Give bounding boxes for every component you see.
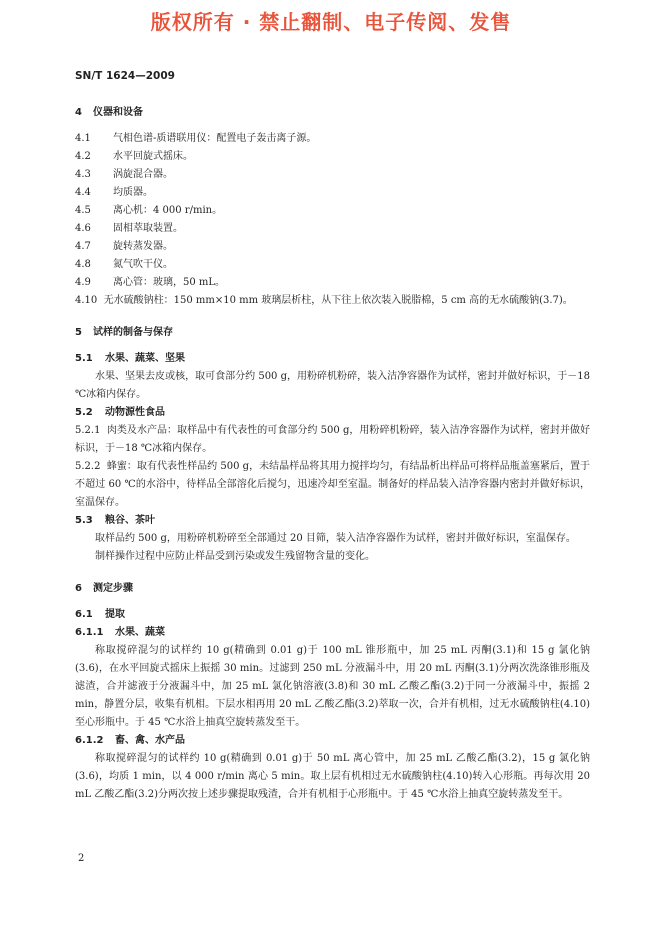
document-body — [75, 104, 590, 804]
section-5-heading — [75, 324, 590, 342]
item-number: 4.7 — [75, 241, 91, 252]
item-number: 4.3 — [75, 169, 91, 180]
paragraph: 称取搅碎混匀的试样约 10 g(精确到 0.01 g)于 50 mL 离心管中，加 25 mL 乙酸乙酯(3.2)，15 g 氯化钠(3.6)，均质 1 min，以 4 000 r/min 离心 5 min。取上层有机相过无水硫酸钠柱(4.10)转入心形瓶。再每次用 20 mL 乙酸乙酯(3.2)分两次按上述步骤提取残渣，合并有机相于心形瓶中。于 45 ℃水浴上抽真空旋转蒸发至干。 — [75, 753, 590, 800]
clause-text: 肉类及水产品：取样品中有代表性的可食部分约 500 g，用粉碎机粉碎，装入洁净容器作为试样，密封并做好标识，于－18 ℃冰箱内保存。 — [75, 425, 590, 454]
item-number: 4.4 — [75, 187, 91, 198]
item-text: 气相色谱-质谱联用仪：配置电子轰击离子源。 — [113, 133, 317, 144]
item-number: 4.8 — [75, 259, 91, 270]
subsection-heading — [75, 404, 590, 422]
item-text: 离心管：玻璃，50 mL。 — [113, 277, 226, 288]
list-item — [75, 238, 590, 256]
paragraph: 水果、坚果去皮或核，取可食部分约 500 g，用粉碎机粉碎，装入洁净容器作为试样，密封并做好标识，于－18 ℃冰箱内保存。 — [75, 371, 590, 400]
clause-heading — [75, 624, 590, 642]
paragraph — [75, 458, 590, 512]
item-text: 涡旋混合器。 — [113, 169, 173, 180]
standard-number: SN/T 1624—2009 — [75, 70, 175, 82]
subsection-number: 5.1 — [75, 353, 93, 364]
clause-number: 6.1.2 — [75, 735, 104, 746]
subsection-number: 5.2 — [75, 407, 93, 418]
item-text: 无水硫酸钠柱：150 mm×10 mm 玻璃层析柱，从下往上依次装入脱脂棉，5 cm 高的无水硫酸钠(3.7)。 — [103, 295, 573, 306]
subsection-title: 粮谷、茶叶 — [105, 515, 155, 526]
subsection-title: 水果、蔬菜、坚果 — [105, 353, 185, 364]
list-item — [75, 148, 590, 166]
section-title: 仪器和设备 — [93, 107, 143, 118]
list-item — [75, 292, 590, 310]
item-text: 水平回旋式摇床。 — [113, 151, 193, 162]
paragraph: 取样品约 500 g，用粉碎机粉碎至全部通过 20 目筛，装入洁净容器作为试样，密封并做好标识，室温保存。 — [95, 533, 576, 544]
note-paragraph: 制样操作过程中应防止样品受到污染或发生残留物含量的变化。 — [95, 551, 375, 562]
section-4-heading — [75, 104, 590, 122]
section-title: 测定步骤 — [93, 583, 133, 594]
list-item — [75, 202, 590, 220]
list-item — [75, 220, 590, 238]
section-number: 4 — [75, 107, 82, 118]
page-number: 2 — [78, 853, 85, 864]
item-number: 4.10 — [75, 295, 98, 306]
item-text: 离心机：4 000 r/min。 — [113, 205, 223, 216]
item-text: 固相萃取装置。 — [113, 223, 183, 234]
section-number: 6 — [75, 583, 82, 594]
section-number: 5 — [75, 327, 82, 338]
list-item — [75, 166, 590, 184]
subsection-heading — [75, 350, 590, 368]
subsection-heading — [75, 512, 590, 530]
subsection-number: 6.1 — [75, 609, 93, 620]
clause-number: 5.2.1 — [75, 425, 101, 436]
paragraph — [75, 422, 590, 458]
item-number: 4.6 — [75, 223, 91, 234]
subsection-title: 动物源性食品 — [105, 407, 165, 418]
item-number: 4.2 — [75, 151, 91, 162]
item-text: 均质器。 — [113, 187, 153, 198]
item-number: 4.1 — [75, 133, 91, 144]
list-item — [75, 274, 590, 292]
clause-heading — [75, 732, 590, 750]
item-text: 氮气吹干仪。 — [113, 259, 173, 270]
item-number: 4.5 — [75, 205, 91, 216]
list-item — [75, 130, 590, 148]
clause-number: 5.2.2 — [75, 461, 101, 472]
paragraph: 称取搅碎混匀的试样约 10 g(精确到 0.01 g)于 100 mL 锥形瓶中，加 25 mL 丙酮(3.1)和 15 g 氯化钠(3.6)，在水平回旋式摇床上振摇 30 min。过滤到 250 mL 分液漏斗中，用 20 mL 丙酮(3.1)分两次洗涤锥形瓶及滤渣，合并滤液于分液漏斗中，加 25 mL 氯化钠溶液(3.8)和 30 mL 乙酸乙酯(3.2)于同一分液漏斗中，振摇 2 min，静置分层，收集有机相。下层水相再用 20 mL 乙酸乙酯(3.2)萃取一次，合并有机相，过无水硫酸钠柱(4.10)至心形瓶中。于 45 ℃水浴上抽真空旋转蒸发至干。 — [75, 645, 590, 728]
copyright-banner: 版权所有 · 禁止翻制、电子传阅、发售 — [150, 10, 512, 34]
subsection-title: 提取 — [105, 609, 125, 620]
subsection-heading — [75, 606, 590, 624]
item-text: 旋转蒸发器。 — [113, 241, 173, 252]
item-number: 4.9 — [75, 277, 91, 288]
clause-number: 6.1.1 — [75, 627, 104, 638]
section-6-heading — [75, 580, 590, 598]
clause-text: 蜂蜜：取有代表性样品约 500 g，未结晶样品将其用力搅拌均匀，有结晶析出样品可将样品瓶盖塞紧后，置于不超过 60 ℃的水浴中，待样品全部溶化后搅匀，迅速冷却至室温。制备好的样品装入洁净容器内密封并做好标识，室温保存。 — [75, 461, 590, 508]
clause-title: 水果、蔬菜 — [115, 627, 165, 638]
list-item — [75, 184, 590, 202]
section-title: 试样的制备与保存 — [93, 327, 173, 338]
list-item — [75, 256, 590, 274]
subsection-number: 5.3 — [75, 515, 93, 526]
clause-title: 畜、禽、水产品 — [115, 735, 185, 746]
